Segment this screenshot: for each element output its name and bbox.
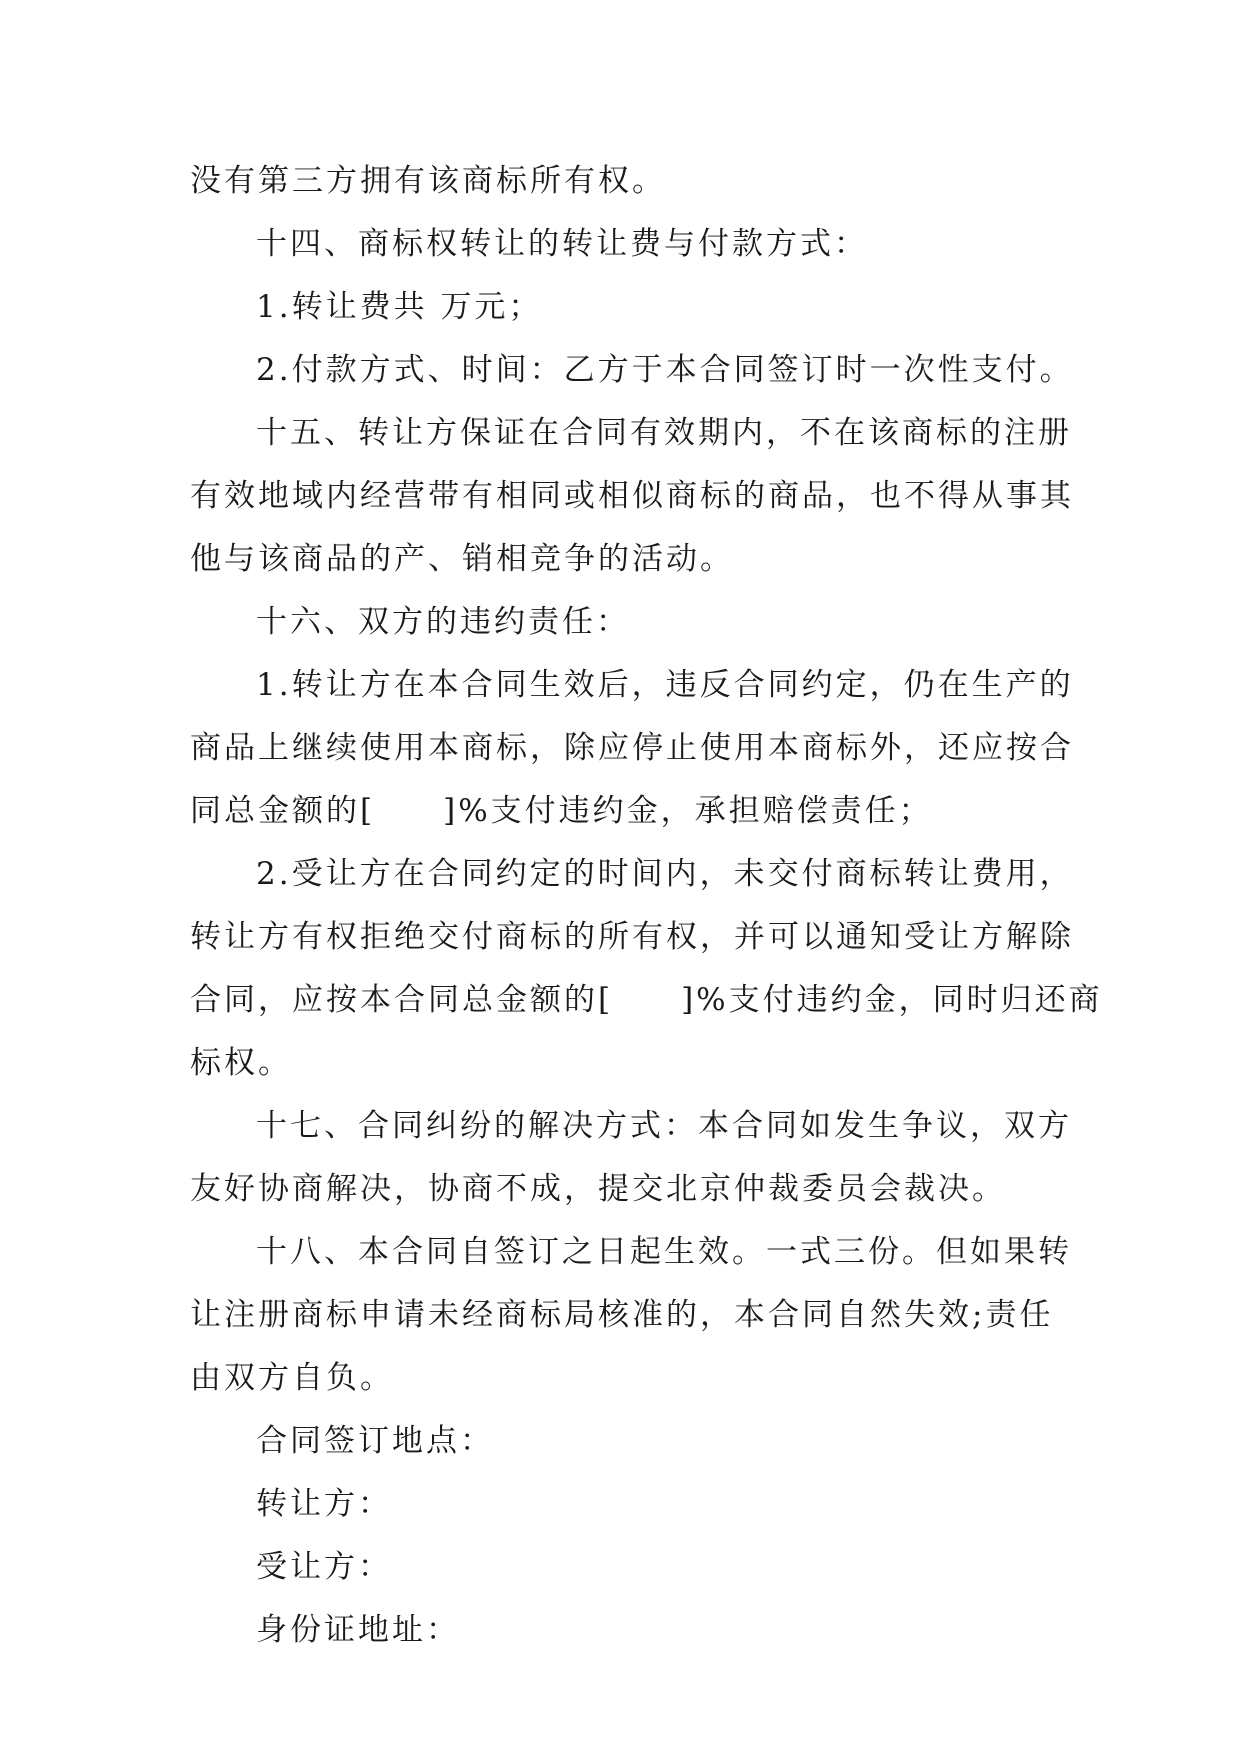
text-line: 他与该商品的产、销相竞争的活动。 [190, 541, 734, 577]
text-line: 商品上继续使用本商标，除应停止使用本商标外，还应按合 [190, 730, 1074, 766]
text-line: 有效地域内经营带有相同或相似商标的商品，也不得从事其 [190, 478, 1074, 514]
section-heading-15: 十五、转让方保证在合同有效期内，不在该商标的注册 [256, 415, 1072, 451]
text-line: 没有第三方拥有该商标所有权。 [190, 163, 666, 199]
text-line: 让注册商标申请未经商标局核准的，本合同自然失效;责任 [190, 1297, 1054, 1333]
document-page [190, 150, 1103, 1662]
text-line: 转让方有权拒绝交付商标的所有权，并可以通知受让方解除 [190, 919, 1074, 955]
text-line: 2.受让方在合同约定的时间内，未交付商标转让费用， [256, 856, 1074, 892]
text-line: 由双方自负。 [190, 1360, 394, 1396]
text-line: 2.付款方式、时间：乙方于本合同签订时一次性支付。 [256, 352, 1074, 388]
text-line: 同总金额的[ ]%支付违约金，承担赔偿责任； [190, 793, 933, 829]
text-line: 合同，应按本合同总金额的[ ]%支付违约金，同时归还商 [190, 982, 1103, 1018]
section-heading-16: 十六、双方的违约责任： [256, 604, 630, 640]
section-heading-18: 十八、本合同自签订之日起生效。一式三份。但如果转 [256, 1234, 1072, 1270]
section-heading-17: 十七、合同纠纷的解决方式：本合同如发生争议，双方 [256, 1108, 1072, 1144]
transferor-field: 转让方： [256, 1486, 392, 1522]
text-line: 标权。 [190, 1045, 292, 1081]
transferee-field: 受让方： [256, 1549, 392, 1585]
section-heading-14: 十四、商标权转让的转让费与付款方式： [256, 226, 868, 262]
text-line: 1.转让费共 万元； [256, 289, 543, 325]
text-line: 友好协商解决，协商不成，提交北京仲裁委员会裁决。 [190, 1171, 1006, 1207]
id-address-field: 身份证地址： [256, 1612, 460, 1648]
text-line: 1.转让方在本合同生效后，违反合同约定，仍在生产的 [256, 667, 1074, 703]
signing-location-field: 合同签订地点： [256, 1423, 494, 1459]
